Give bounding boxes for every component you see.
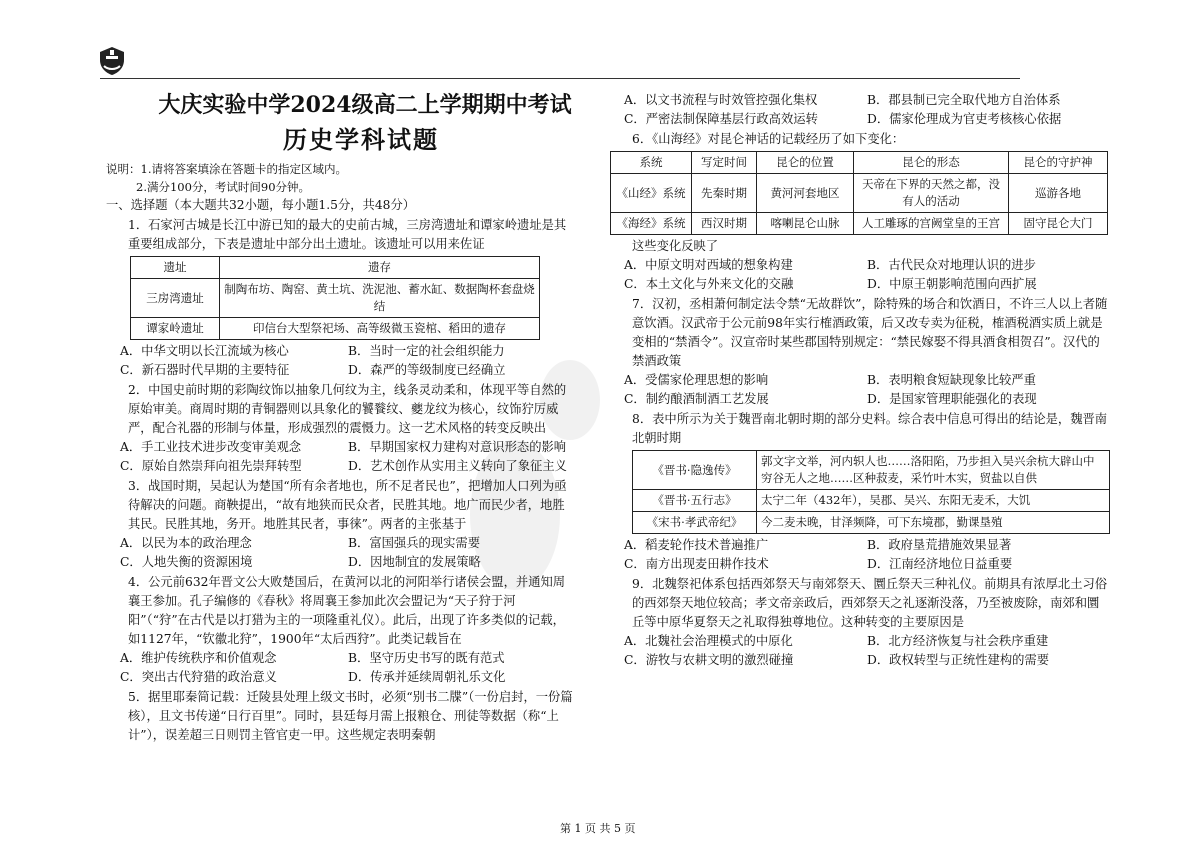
question-stem: 6．《山海经》对昆仑神话的记载经历了如下变化：: [632, 132, 905, 146]
question-stem: 1．石家河古城是长江中游已知的最大的史前古城，三房湾遗址和谭家岭遗址是其重要组成部分，下表是遗址中部分出土遗址。该遗址可以用来佐证: [128, 218, 567, 251]
options: [610, 91, 1110, 129]
table-cell: 喀喇昆仑山脉: [757, 213, 854, 235]
option-c: C．新石器时代早期的主要特征: [120, 363, 290, 377]
table-row: [633, 451, 1110, 490]
option-b: B．早期国家权力建构对意识形态的影响: [348, 440, 567, 454]
table-cell: 先秦时期: [692, 174, 757, 213]
school-emblem-icon: [98, 46, 126, 76]
question-4: [106, 573, 576, 687]
option-d: D．政权转型与正统性建构的需要: [867, 653, 1050, 667]
table-cell: 黄河河套地区: [757, 174, 854, 213]
option-c: C．突出古代狩猎的政治意义: [120, 670, 277, 684]
option-c: C．游牧与农耕文明的激烈碰撞: [624, 653, 794, 667]
question-stem: 3．战国时期，吴起认为楚国“所有余者地也，所不足者民也”，把增加人口列为亟待解决的问题。商鞅提出，“故有地狭而民众者，民胜其地。地广而民少者，地胜其民。民胜其地，务开。地胜其民者，事徕”。两者的主张基于: [128, 479, 567, 531]
table-cell: 《晋书·五行志》: [633, 490, 757, 512]
note-2: 2.满分100分，考试时间90分钟。: [136, 180, 311, 194]
table-cell: 《海经》系统: [611, 213, 692, 235]
option-d: D．儒家伦理成为官吏考核核心依据: [867, 112, 1062, 126]
table-cell: 太宁二年（432年），吴郡、吴兴、东阳无麦禾，大饥: [757, 490, 1110, 512]
table-cell: 西汉时期: [692, 213, 757, 235]
question-7: [610, 295, 1110, 409]
table-cell: 天帝在下界的天然之都，没有人的活动: [854, 174, 1009, 213]
question-stem: 5．据里耶秦简记载：迁陵县处理上级文书时，必须“别书二牒”（一份启封，一份篇核），且文书传递“日行百里”。同时，县廷每月需上报粮仓、刑徒等数据（称“上计”），误差超三日则罚主管官吏一甲。这些规定表明秦朝: [128, 690, 573, 742]
q8-table: [632, 450, 1110, 534]
table-header: 昆仑的位置: [757, 152, 854, 174]
table-row: [633, 512, 1110, 534]
table-header: 遗址: [131, 257, 220, 279]
question-5-continued: [610, 91, 1110, 129]
table-cell: 郭文字文举，河内轵人也……洛阳陷，乃步担入吴兴余杭大辟山中穷谷无人之地……区种菽麦，采竹叶木实，贸盐以自供: [757, 451, 1110, 490]
option-d: D．艺术创作从实用主义转向了象征主义: [348, 459, 567, 473]
right-column: [610, 90, 1110, 670]
table-row: [131, 318, 540, 340]
option-b: B．富国强兵的现实需要: [348, 536, 481, 550]
option-d: D．江南经济地位日益重要: [867, 557, 1013, 571]
option-d: D．因地制宜的发展策略: [348, 555, 481, 569]
option-c: C．严密法制保障基层行政高效运转: [624, 112, 818, 126]
question-stem: 7．汉初，丞相萧何制定法令禁“无故群饮”，除特殊的场合和饮酒日，不许三人以上者随意饮酒。汉武帝于公元前98年实行榷酒政策，后又改专卖为征税，榷酒税酒实质上就是变相的“禁酒令”。汉宣帝时某些郡国特别规定：“禁民嫁娶不得具酒食相贺召”。汉代的禁酒政策: [632, 297, 1108, 368]
table-cell: 《晋书·隐逸传》: [633, 451, 757, 490]
section-heading: 一、选择题（本大题共32小题，每小题1.5分，共48分）: [106, 198, 416, 212]
table-cell: 制陶布坊、陶窑、黄土坑、洗泥池、蓄水缸、数据陶杯套盘烧结: [220, 279, 540, 318]
question-5-start: [106, 688, 576, 742]
option-a: A．受儒家伦理思想的影响: [624, 373, 769, 387]
option-b: B．坚守历史书写的既有范式: [348, 651, 505, 665]
option-a: A．手工业技术进步改变审美观念: [120, 440, 302, 454]
question-8: [610, 410, 1110, 574]
question-prompt: 这些变化反映了: [632, 239, 719, 253]
note-label: 说明：: [106, 162, 141, 176]
option-b: B．郡县制已完全取代地方自治体系: [867, 93, 1061, 107]
header-rule: [100, 78, 1020, 79]
option-c: C．本土文化与外来文化的交融: [624, 277, 794, 291]
options: [106, 342, 576, 380]
table-row: [131, 279, 540, 318]
question-stem: 4．公元前632年晋文公大败楚国后，在黄河以北的河阳举行诸侯会盟，并通知周襄王参加。孔子编修的《春秋》将周襄王参加此次会盟记为“天子狩于河阳”（“狩”在古代是以打猎为主的一项隆重礼仪）。此后，出现了许多类似的记载，如1127年，“钦徽北狩”，1900年“太后西狩”。此类记载旨在: [128, 575, 566, 646]
option-a: A．中原文明对西域的想象构建: [624, 258, 793, 272]
option-a: A．稻麦轮作技术普遍推广: [624, 538, 769, 552]
table-cell: 今二麦未晚，甘泽频降，可下东境郡，勤课垦殖: [757, 512, 1110, 534]
left-column: [106, 90, 576, 742]
page-footer: 第 1 页 共 5 页: [560, 822, 636, 835]
option-a: A．以文书流程与时效管控强化集权: [624, 93, 818, 107]
exam-title: 大庆实验中学2024级高二上学期期中考试: [158, 92, 572, 118]
question-2: [106, 381, 576, 476]
question-6: [610, 130, 1110, 294]
option-a: A．北魏社会治理模式的中原化: [624, 634, 793, 648]
option-b: B．当时一定的社会组织能力: [348, 344, 505, 358]
table-row: [611, 213, 1108, 235]
table-header: 昆仑的守护神: [1009, 152, 1108, 174]
table-row: [633, 490, 1110, 512]
question-stem: 2．中国史前时期的彩陶纹饰以抽象几何纹为主，线条灵动柔和，体现平等自然的原始审美。商周时期的青铜器则以具象化的饕餮纹、夔龙纹为核心，纹饰狞厉威严，配合礼器的形制与体量，形成强烈的震慑力。这一艺术风格的转变反映出: [128, 383, 567, 435]
table-cell: 谭家岭遗址: [131, 318, 220, 340]
option-d: D．是国家管理职能强化的表现: [867, 392, 1037, 406]
option-d: D．传承并延续周朝礼乐文化: [348, 670, 506, 684]
q6-table: [610, 151, 1108, 235]
table-cell: 固守昆仑大门: [1009, 213, 1108, 235]
option-a: A．以民为本的政治理念: [120, 536, 252, 550]
table-cell: 印信台大型祭祀场、高等级微玉瓷棺、稻田的遗存: [220, 318, 540, 340]
table-cell: 人工雕琢的宫阙堂皇的王宫: [854, 213, 1009, 235]
options: [106, 649, 576, 687]
question-stem: 8．表中所示为关于魏晋南北朝时期的部分史料。综合表中信息可得出的结论是，魏晋南北朝时期: [632, 412, 1108, 445]
table-cell: 三房湾遗址: [131, 279, 220, 318]
table-header: 写定时间: [692, 152, 757, 174]
option-d: D．森严的等级制度已经确立: [348, 363, 506, 377]
options: [610, 371, 1110, 409]
table-header: 昆仑的形态: [854, 152, 1009, 174]
option-b: B．表明粮食短缺现象比较严重: [867, 373, 1036, 387]
option-c: C．制约酿酒制酒工艺发展: [624, 392, 769, 406]
option-c: C．南方出现麦田耕作技术: [624, 557, 769, 571]
exam-subtitle: 历史学科试题: [283, 125, 439, 154]
option-c: C．人地失衡的资源困境: [120, 555, 253, 569]
table-header: 系统: [611, 152, 692, 174]
table-row: [611, 174, 1108, 213]
q1-table: [130, 256, 540, 340]
options: [610, 256, 1110, 294]
option-d: D．中原王朝影响范围向西扩展: [867, 277, 1037, 291]
options: [610, 536, 1110, 574]
table-cell: 《宋书·孝武帝纪》: [633, 512, 757, 534]
options: [106, 534, 576, 572]
table-cell: 《山经》系统: [611, 174, 692, 213]
question-stem: 9．北魏祭祀体系包括西郊祭天与南郊祭天、圜丘祭天三种礼仪。前期具有浓厚北土习俗的西郊祭天地位较高；孝文帝亲政后，西郊祭天之礼逐渐没落，乃至被废除，南郊和圜丘等中原华夏祭天之礼取得独尊地位。这种转变的主要原因是: [632, 577, 1108, 629]
table-header: 遗存: [220, 257, 540, 279]
question-3: [106, 477, 576, 572]
table-cell: 巡游各地: [1009, 174, 1108, 213]
option-a: A．维护传统秩序和价值观念: [120, 651, 277, 665]
question-9: [610, 575, 1110, 670]
option-b: B．古代民众对地理认识的进步: [867, 258, 1036, 272]
question-1: [106, 216, 576, 380]
instructions: [106, 160, 576, 178]
option-b: B．政府垦荒措施效果显著: [867, 538, 1012, 552]
options: [610, 632, 1110, 670]
option-c: C．原始自然崇拜向祖先崇拜转型: [120, 459, 302, 473]
note-1: 1.请将答案填涂在答题卡的指定区域内。: [140, 162, 347, 176]
option-b: B．北方经济恢复与社会秩序重建: [867, 634, 1049, 648]
options: [106, 438, 576, 476]
option-a: A．中华文明以长江流域为核心: [120, 344, 289, 358]
